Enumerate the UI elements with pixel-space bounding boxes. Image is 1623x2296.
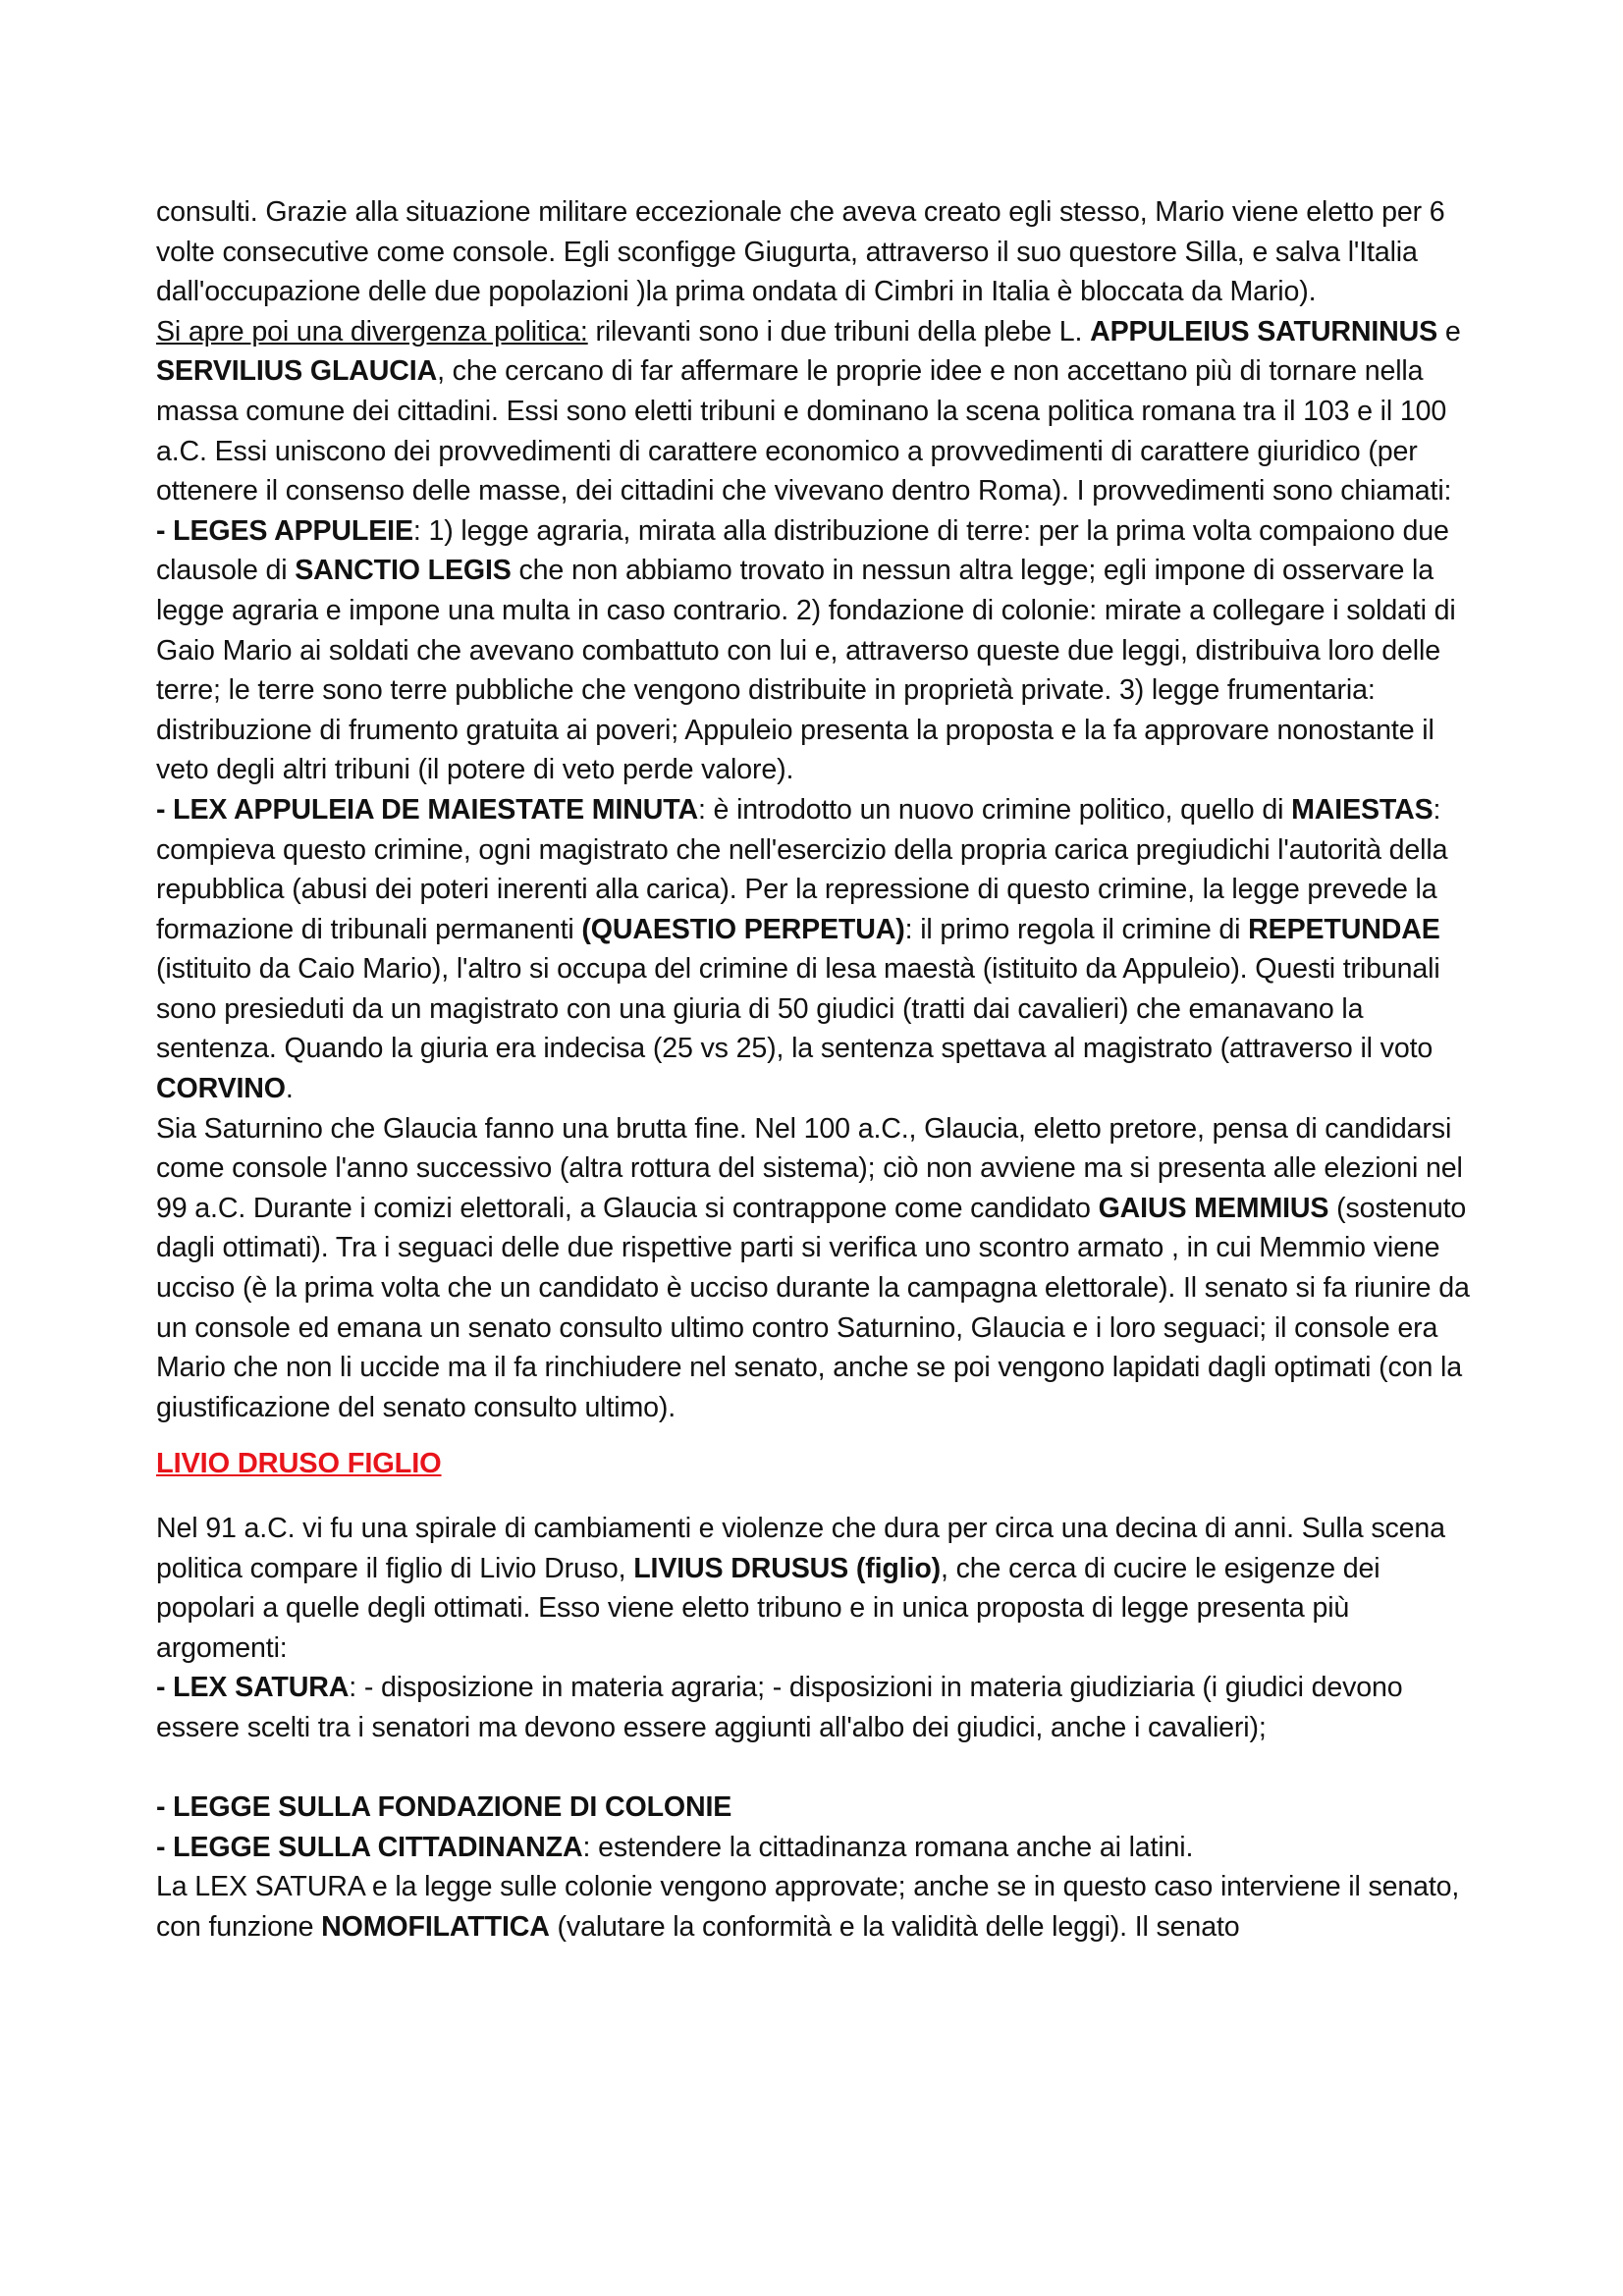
text-run: , che cercano di far affermare le proprie idee e non accettano più di tornare nella massa comune dei cittadini. Essi sono eletti tribuni e dominano la scena politica romana tra il 103 e il 100 a.C. Essi uniscono dei provvedimenti di carattere economico a provvedimenti di carattere giuridico (per ottenere il consenso delle masse, dei cittadini che vivevano dentro Roma). I provvedimenti sono chiamati: — [156, 355, 1452, 507]
text-run: : compieva questo crimine, ogni magistrato che nell'esercizio della propria carica pregiudichi l'autorità della repubblica (abusi dei poteri inerenti alla carica). Per la repressione di questo crimine, la legge prevede la formazione di tribunali permanenti — [156, 793, 1448, 945]
text-run: . — [285, 1073, 294, 1105]
bold-term: - LEGGE SULLA FONDAZIONE DI COLONIE — [156, 1791, 732, 1824]
paragraph-lex-satura — [156, 1668, 1472, 1747]
text-run: Sia Saturnino che Glaucia fanno una brutta fine. Nel 100 a.C., Glaucia, eletto pretore, pensa di candidarsi come console l'anno successivo (altra rottura del sistema); ciò non avviene ma si presenta alle elezioni nel 99 a.C. Durante i comizi elettorali, a Glaucia si contrappone come candidato — [156, 1112, 1463, 1224]
bold-term: - LEX APPULEIA DE MAIESTATE MINUTA — [156, 793, 698, 826]
text-run: Nel 91 a.C. vi fu una spirale di cambiamenti e violenze che dura per circa una decina di anni. Sulla scena politica compare il figlio di Livio Druso, — [156, 1513, 1445, 1584]
paragraph-legge-cittadinanza — [156, 1828, 1472, 1868]
underlined-text: Si apre poi una divergenza politica: — [156, 315, 588, 347]
paragraph-saturnino-glaucia — [156, 1109, 1472, 1428]
text-run: rilevanti sono i due tribuni della plebe L. — [587, 315, 1091, 347]
text-run: consulti. Grazie alla situazione militare eccezionale che aveva creato egli stesso, Mario viene eletto per 6 volte consecutive come console. Egli sconfigge Giugurta, attraverso il suo questore Silla, e salva l'Italia dall'occupazione delle due popolazioni )la prima ondata di Cimbri in Italia è bloccata da Mario). — [156, 196, 1445, 308]
bold-term: LIVIUS DRUSUS (figlio) — [633, 1552, 942, 1584]
bold-term: GAIUS MEMMIUS — [1098, 1192, 1329, 1224]
text-run: che non abbiamo trovato in nessun altra legge; egli impone di osservare la legge agraria e impone una multa in caso contrario. 2) fondazione di colonie: mirate a collegare i soldati di Gaio Mario ai soldati che avevano combattuto con lui e, attraverso queste due leggi, distribuiva loro delle terre; le terre sono terre pubbliche che vengono distribuite in proprietà private. 3) legge frumentaria: distribuzione di frumento gratuita ai poveri; Appuleio presenta la proposta e la fa approvare nonostante il veto degli altri tribuni (il potere di veto perde valore). — [156, 555, 1456, 786]
bold-term: SANCTIO LEGIS — [295, 555, 512, 587]
blank-line — [156, 1748, 1472, 1789]
paragraph-lex-appuleia-maiestate — [156, 790, 1472, 1109]
paragraph-nel-91 — [156, 1509, 1472, 1668]
text-run: : - disposizione in materia agraria; - disposizioni in materia giudiziaria (i giudici devono essere scelti tra i senatori ma devono essere aggiunti all'albo dei giudici, anche i cavalieri); — [156, 1672, 1403, 1743]
paragraph-approvazione — [156, 1867, 1472, 1947]
bold-term: (QUAESTIO PERPETUA) — [581, 913, 905, 945]
bold-term: CORVINO — [156, 1073, 286, 1105]
text-run: : estendere la cittadinanza romana anche ai latini. — [582, 1831, 1194, 1863]
bold-term: MAIESTAS — [1291, 793, 1434, 826]
bold-term: - LEGES APPULEIE — [156, 514, 413, 547]
text-run: e — [1437, 315, 1461, 347]
bold-term: NOMOFILATTICA — [321, 1910, 550, 1943]
text-run: (valutare la conformità e la validità delle leggi). Il senato — [549, 1910, 1240, 1943]
paragraph-legge-colonie — [156, 1788, 1472, 1828]
document-body — [156, 192, 1472, 1948]
bold-term: APPULEIUS SATURNINUS — [1090, 315, 1438, 347]
bold-term: SERVILIUS GLAUCIA — [156, 355, 438, 388]
text-run: (istituito da Caio Mario), l'altro si occupa del crimine di lesa maestà (istituito da Appuleio). Questi tribunali sono presieduti da un magistrato con una giuria di 50 giudici (tratti dai cavalieri) che emanavano la sentenza. Quando la giuria era indecisa (25 vs 25), la sentenza spettava al magistrato (attraverso il voto — [156, 953, 1440, 1065]
text-run: La LEX SATURA e la legge sulle colonie vengono approvate; anche se in questo caso interviene il senato, con funzione — [156, 1871, 1460, 1943]
bold-term: REPETUNDAE — [1248, 913, 1440, 945]
text-run: (sostenuto dagli ottimati). Tra i seguaci delle due rispettive parti si verifica uno scontro armato , in cui Memmio viene ucciso (è la prima volta che un candidato è ucciso durante la campagna elettorale). Il senato si fa riunire da un console ed emana un senato consulto ultimo contro Saturnino, Glaucia e i loro seguaci; il console era Mario che non li uccide ma il fa rinchiudere nel senato, anche se poi vengono lapidati dagli optimati (con la giustificazione del senato consulto ultimo). — [156, 1192, 1470, 1423]
bold-term: - LEGGE SULLA CITTADINANZA — [156, 1831, 583, 1863]
paragraph-divergenza — [156, 312, 1472, 511]
bold-term: - LEX SATURA — [156, 1672, 350, 1704]
text-run: , che cerca di cucire le esigenze dei popolari a quelle degli ottimati. Esso viene eletto tribuno e in unica proposta di legge presenta più argomenti: — [156, 1552, 1380, 1664]
text-run: : il primo regola il crimine di — [904, 913, 1249, 945]
section-heading: LIVIO DRUSO FIGLIO — [156, 1448, 442, 1480]
text-run: : è introdotto un nuovo crimine politico, quello di — [697, 793, 1292, 826]
text-run: : 1) legge agraria, mirata alla distribuzione di terre: per la prima volta compaiono due clausole di — [156, 514, 1449, 587]
paragraph-leges-appuleie — [156, 511, 1472, 790]
paragraph-consulti — [156, 192, 1472, 312]
